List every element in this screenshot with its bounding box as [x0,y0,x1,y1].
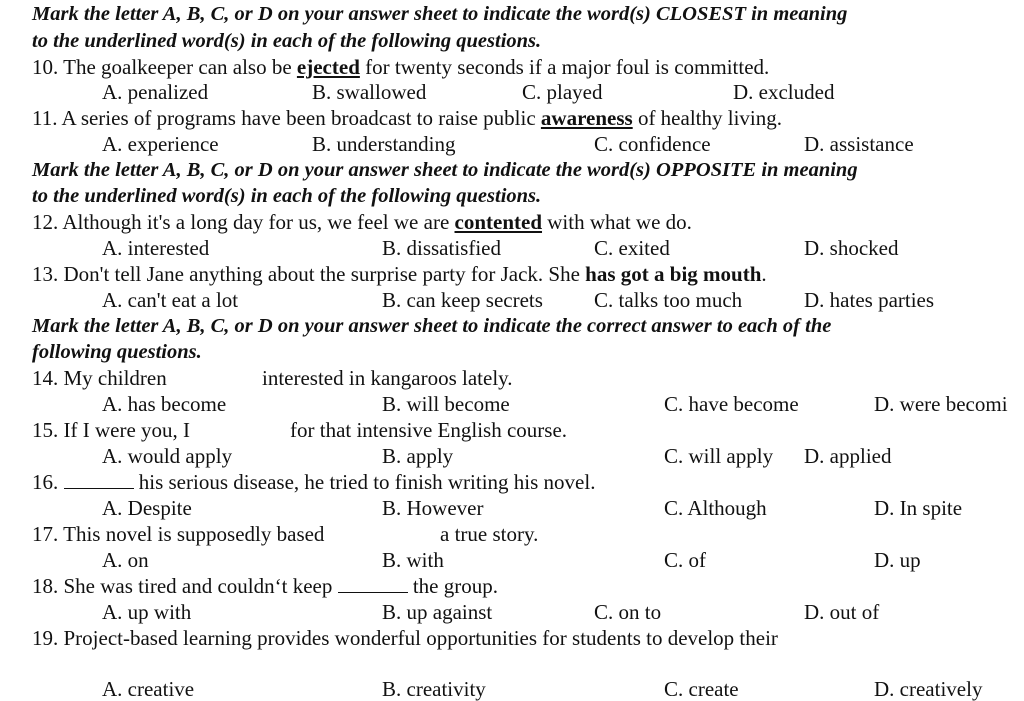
q19-option-d[interactable]: D. creatively [874,677,983,701]
question-16 [32,470,595,494]
q13-option-c[interactable]: C. talks too much [594,288,743,312]
question-16-tail: his serious disease, he tried to finish writing his novel. [138,470,596,494]
question-10 [32,55,769,79]
question-17-tail: a true story. [440,522,539,546]
q18-option-c[interactable]: C. on to [594,600,662,624]
question-14-text: 14. My children [32,366,167,390]
q13-option-a[interactable]: A. can't eat a lot [102,288,239,312]
question-11-key: awareness [540,106,633,130]
instruction-correct-line1: Mark the letter A, B, C, or D on your answer sheet to indicate the correct answer to each of the [32,315,832,337]
question-19 [32,626,778,650]
question-15-tail: for that intensive English course. [290,418,568,442]
q18-option-a[interactable]: A. up with [102,600,192,624]
q10-option-d[interactable]: D. excluded [733,80,835,104]
question-12-text: 12. Although it's a long day for us, we feel we are [32,210,455,234]
q11-option-d[interactable]: D. assistance [804,132,914,156]
question-14-tail: interested in kangaroos lately. [262,366,513,390]
q13-option-d[interactable]: D. hates parties [804,288,935,312]
q12-option-b[interactable]: B. dissatisfied [382,236,501,260]
q13-option-b[interactable]: B. can keep secrets [382,288,543,312]
question-13-key: has got a big mouth [585,262,762,286]
q16-option-c[interactable]: C. Although [664,496,767,520]
question-12-key: contented [454,210,543,234]
question-15-text: 15. If I were you, I [32,418,191,442]
question-11-text: 11. A series of programs have been broadcast to raise public [32,106,541,130]
question-10-tail: for twenty seconds if a major foul is committed. [359,55,770,79]
question-15 [32,418,190,442]
q10-option-c[interactable]: C. played [522,80,603,104]
question-19-text: 19. Project-based learning provides wonderful opportunities for students to develop their [32,626,778,650]
q15-option-d[interactable]: D. applied [804,444,892,468]
q16-option-a[interactable]: A. Despite [102,496,192,520]
q17-option-c[interactable]: C. of [664,548,706,572]
q14-option-a[interactable]: A. has become [102,392,227,416]
q11-option-b[interactable]: B. understanding [312,132,456,156]
q12-option-c[interactable]: C. exited [594,236,670,260]
q11-option-c[interactable]: C. confidence [594,132,711,156]
instruction-correct-line2: following questions. [32,341,202,363]
question-13 [32,262,767,286]
q15-option-c[interactable]: C. will apply [664,444,774,468]
instruction-opposite-line2: to the underlined word(s) in each of the following questions. [32,185,542,207]
q17-option-b[interactable]: B. with [382,548,444,572]
q11-option-a[interactable]: A. experience [102,132,219,156]
q16-option-d[interactable]: D. In spite [874,496,963,520]
question-18-blank[interactable] [338,574,408,593]
q12-option-d[interactable]: D. shocked [804,236,899,260]
q10-option-a[interactable]: A. penalized [102,80,209,104]
question-17-text: 17. This novel is supposedly based [32,522,325,546]
question-10-text: 10. The goalkeeper can also be [32,55,297,79]
q17-option-d[interactable]: D. up [874,548,921,572]
question-11 [32,106,782,130]
q10-option-b[interactable]: B. swallowed [312,80,427,104]
question-14 [32,366,167,390]
q15-option-b[interactable]: B. apply [382,444,454,468]
q19-option-c[interactable]: C. create [664,677,739,701]
question-18 [32,574,498,598]
q16-option-b[interactable]: B. However [382,496,484,520]
q18-option-b[interactable]: B. up against [382,600,493,624]
q18-option-d[interactable]: D. out of [804,600,880,624]
question-18-tail: the group. [412,574,498,598]
instruction-opposite-line1: Mark the letter A, B, C, or D on your answer sheet to indicate the word(s) OPPOSITE in meaning [32,159,858,181]
q17-option-a[interactable]: A. on [102,548,149,572]
q14-option-c[interactable]: C. have become [664,392,799,416]
question-13-text: 13. Don't tell Jane anything about the surprise party for Jack. She [32,262,586,286]
question-12 [32,210,692,234]
question-11-tail: of healthy living. [632,106,782,130]
question-10-key: ejected [296,55,360,79]
instruction-closest-line2: to the underlined word(s) in each of the following questions. [32,30,542,52]
q14-option-b[interactable]: B. will become [382,392,510,416]
q14-option-d[interactable]: D. were becomi [874,392,1008,416]
question-17 [32,522,324,546]
question-16-blank[interactable] [64,470,134,489]
question-18-text: 18. She was tired and couldn‘t keep [32,574,333,598]
instruction-closest-line1: Mark the letter A, B, C, or D on your answer sheet to indicate the word(s) CLOSEST in meaning [32,3,848,25]
q15-option-a[interactable]: A. would apply [102,444,233,468]
q19-option-a[interactable]: A. creative [102,677,195,701]
q19-option-b[interactable]: B. creativity [382,677,486,701]
question-16-text: 16. [32,470,59,494]
question-13-tail: . [761,262,767,286]
question-12-tail: with what we do. [542,210,692,234]
q12-option-a[interactable]: A. interested [102,236,210,260]
